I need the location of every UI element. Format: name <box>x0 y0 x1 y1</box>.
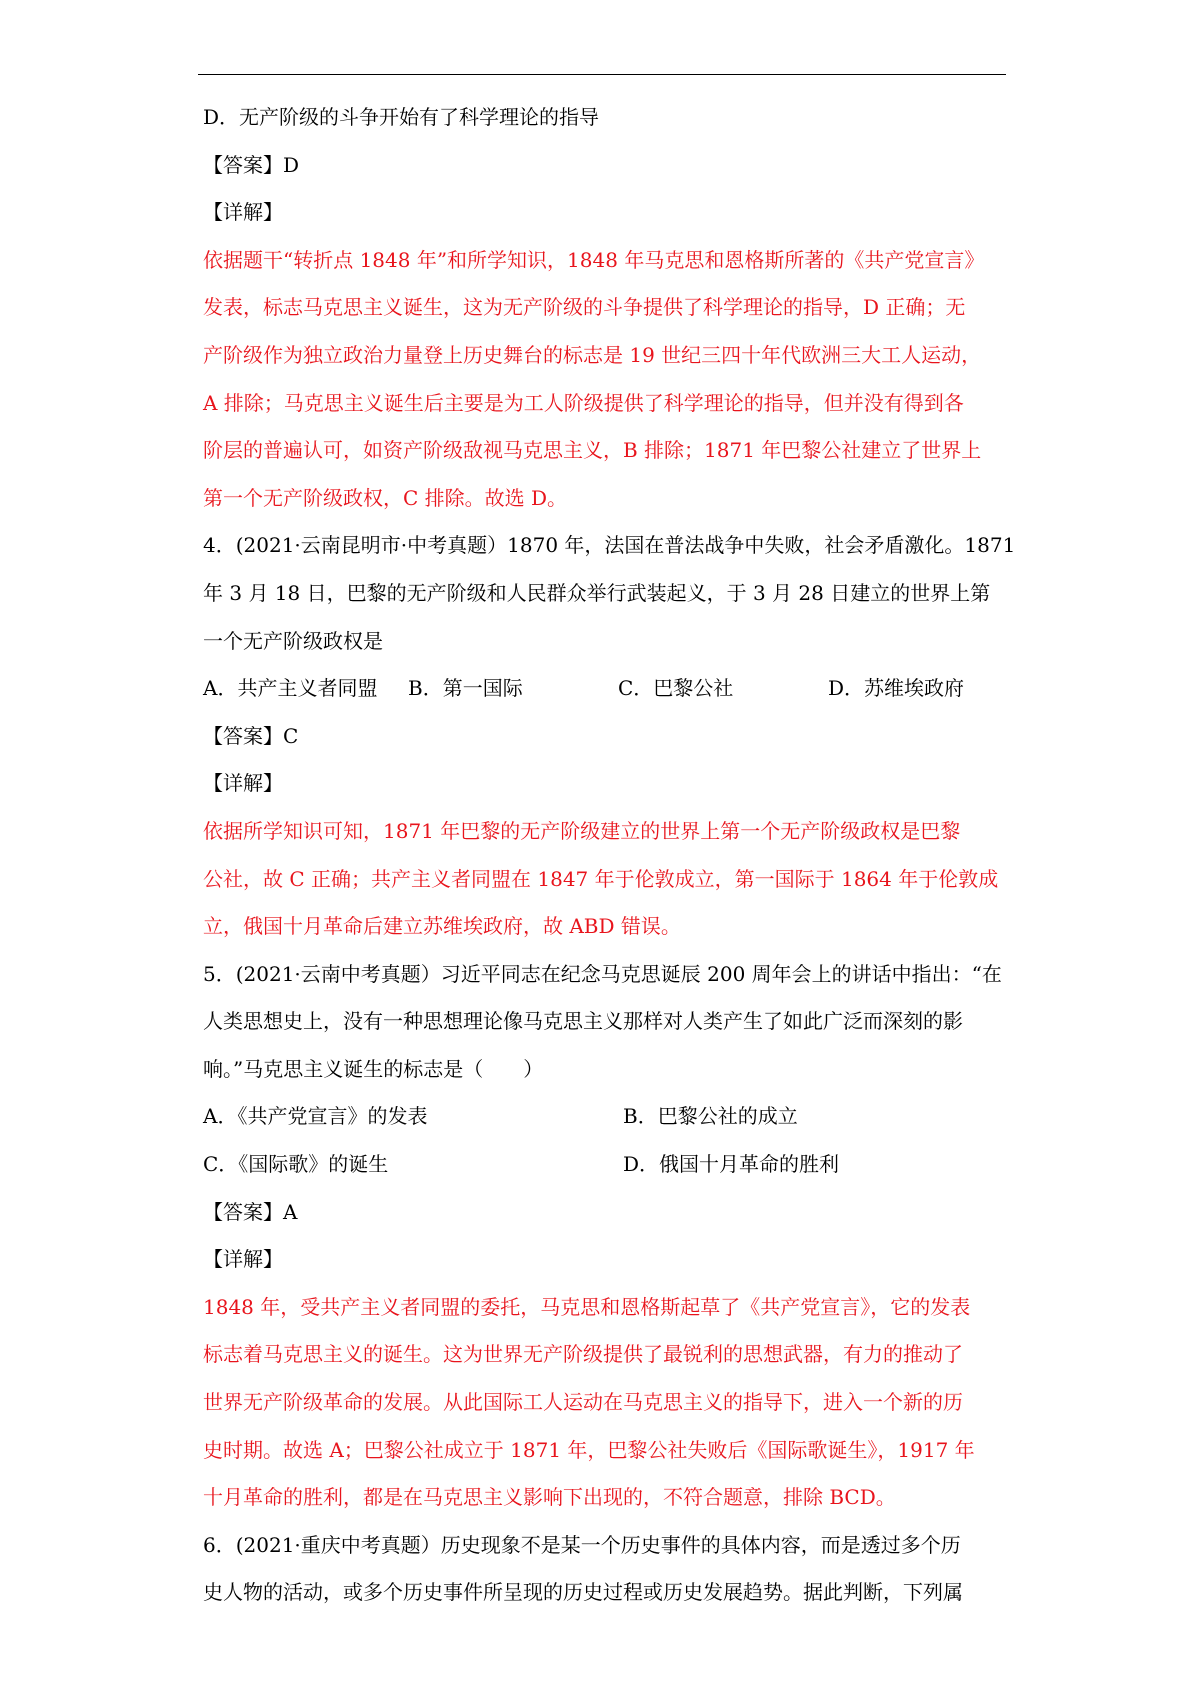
option-a: A．共产主义者同盟 <box>203 676 378 701</box>
option-b: B．巴黎公社的成立 <box>623 1104 798 1129</box>
answer-label: 【答案】C <box>203 723 299 748</box>
question-stem: 响。”马克思主义诞生的标志是（ ） <box>203 1056 544 1081</box>
explanation-line: 第一个无产阶级政权，C 排除。故选 D。 <box>203 485 568 510</box>
option-a: A．《共产党宣言》的发表 <box>203 1104 428 1129</box>
explanation-line: 发表，标志马克思主义诞生，这为无产阶级的斗争提供了科学理论的指导，D 正确；无 <box>203 295 966 320</box>
option-c: C．《国际歌》的诞生 <box>203 1152 389 1177</box>
explain-label: 【详解】 <box>203 771 283 796</box>
answer-label: 【答案】A <box>203 1199 298 1224</box>
options-row <box>203 1141 1003 1189</box>
explanation-line: 世界无产阶级革命的发展。从此国际工人运动在马克思主义的指导下，进入一个新的历 <box>203 1390 963 1415</box>
explanation-line: 公社，故 C 正确；共产主义者同盟在 1847 年于伦敦成立，第一国际于 1864 年于伦敦成 <box>203 866 999 891</box>
question-stem: 一个无产阶级政权是 <box>203 628 383 653</box>
question-stem: 5．(2021·云南中考真题）习近平同志在纪念马克思诞辰 200 周年会上的讲话中指出：“在 <box>203 961 1002 986</box>
question-stem: 6．(2021·重庆中考真题）历史现象不是某一个历史事件的具体内容，而是透过多个历 <box>203 1532 961 1557</box>
explanation-line: 史时期。故选 A；巴黎公社成立于 1871 年，巴黎公社失败后《国际歌诞生》，1917 年 <box>203 1437 975 1462</box>
explanation-line: 立，俄国十月革命后建立苏维埃政府，故 ABD 错误。 <box>203 914 681 939</box>
explain-label: 【详解】 <box>203 200 283 225</box>
explanation-line: 十月革命的胜利，都是在马克思主义影响下出现的，不符合题意，排除 BCD。 <box>203 1485 896 1510</box>
explanation-line: 阶层的普遍认可，如资产阶级敌视马克思主义，B 排除；1871 年巴黎公社建立了世界上 <box>203 438 982 463</box>
answer-label: 【答案】D <box>203 152 300 177</box>
question-stem: 年 3 月 18 日，巴黎的无产阶级和人民群众举行武装起义，于 3 月 28 日建立的世界上第 <box>203 580 991 605</box>
document-body <box>203 94 1016 1617</box>
explanation-line: A 排除；马克思主义诞生后主要是为工人阶级提供了科学理论的指导，但并没有得到各 <box>203 390 964 415</box>
explanation-line: 依据所学知识可知，1871 年巴黎的无产阶级建立的世界上第一个无产阶级政权是巴黎 <box>203 818 961 843</box>
option-d: D．无产阶级的斗争开始有了科学理论的指导 <box>203 105 600 129</box>
explain-label: 【详解】 <box>203 1247 283 1272</box>
explanation-line: 1848 年，受共产主义者同盟的委托，马克思和恩格斯起草了《共产党宣言》，它的发表 <box>203 1294 971 1319</box>
option-d: D．苏维埃政府 <box>828 676 965 701</box>
option-d: D．俄国十月革命的胜利 <box>623 1152 840 1177</box>
question-stem: 4．(2021·云南昆明市·中考真题）1870 年，法国在普法战争中失败，社会矛盾激化。1871 <box>203 533 1016 558</box>
header-rule <box>198 74 1006 75</box>
question-stem: 史人物的活动，或多个历史事件所呈现的历史过程或历史发展趋势。据此判断，下列属 <box>203 1580 963 1605</box>
explanation-line: 依据题干“转折点 1848 年”和所学知识，1848 年马克思和恩格斯所著的《共产党宣言》 <box>203 247 985 272</box>
options-row <box>203 1093 1003 1141</box>
explanation-line: 标志着马克思主义的诞生。这为世界无产阶级提供了最锐利的思想武器，有力的推动了 <box>203 1342 963 1367</box>
explanation-line: 产阶级作为独立政治力量登上历史舞台的标志是 19 世纪三四十年代欧洲三大工人运动， <box>203 342 982 367</box>
question-stem: 人类思想史上，没有一种思想理论像马克思主义那样对人类产生了如此广泛而深刻的影 <box>203 1009 963 1034</box>
option-c: C．巴黎公社 <box>618 676 734 701</box>
options-row <box>203 665 1003 713</box>
option-b: B．第一国际 <box>408 676 523 701</box>
